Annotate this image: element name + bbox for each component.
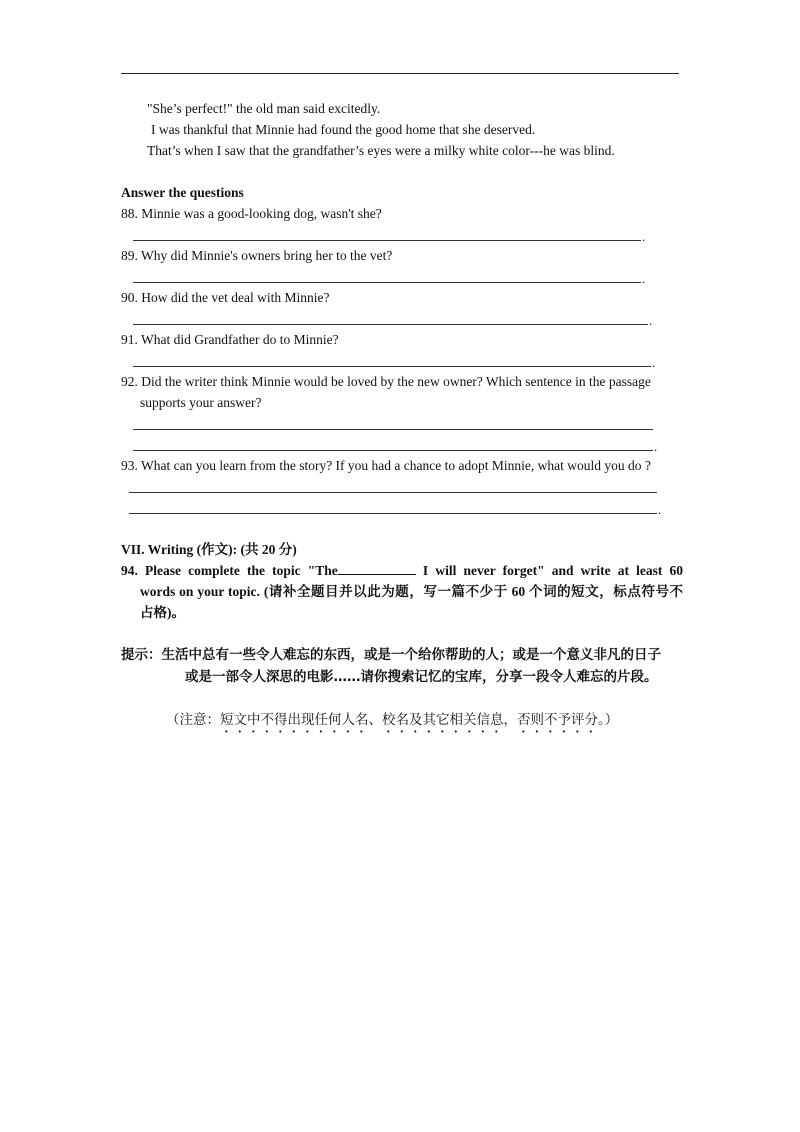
question-92-continued: supports your answer? xyxy=(140,395,262,410)
header-rule xyxy=(121,73,679,74)
answer-underline xyxy=(133,366,651,367)
note-open: （注意： xyxy=(166,712,220,728)
answer-underline xyxy=(133,450,653,451)
answer-line-93b[interactable] xyxy=(121,497,686,518)
period-mark: . xyxy=(652,355,656,370)
answer-underline xyxy=(133,324,648,325)
passage-excerpt xyxy=(121,98,681,161)
period-mark: . xyxy=(658,502,662,517)
question-88: 88. Minnie was a good-looking dog, wasn't she? xyxy=(121,206,382,221)
hint-line-2: 或是一部令人深思的电影……请你搜索记忆的宝库，分享一段令人难忘的片段。 xyxy=(185,669,658,685)
answer-line-89[interactable] xyxy=(121,266,686,287)
note-line xyxy=(166,708,618,736)
answer-line-90[interactable] xyxy=(121,308,686,329)
task-text-before-blank: 94. Please complete the topic "The xyxy=(121,563,338,578)
question-93: 93. What can you learn from the story? If you had a chance to adopt Minnie, what would you do ? xyxy=(121,458,651,473)
task-line-3: 占格)。 xyxy=(140,605,185,620)
questions-section xyxy=(121,182,686,518)
period-mark: . xyxy=(642,271,646,286)
task-line-2: words on your topic. (请补全题目并以此为题，写一篇不少于 60 个词的短文，标点符号不 xyxy=(140,584,683,599)
note-emphasized-text: 短文中不得出现任何人名、校名及其它相关信息，否则不予评分。 xyxy=(220,712,605,728)
answer-underline xyxy=(133,282,641,283)
task-text-after-blank: I will never forget" and write at least 60 xyxy=(422,563,683,578)
question-92-text: 92. Did the writer think Minnie would be loved by the new owner? Which sentence in the passage xyxy=(121,374,651,389)
writing-task xyxy=(121,560,683,623)
hint-line-1: 提示：生活中总有一些令人难忘的东西，或是一个给你帮助的人；或是一个意义非凡的日子 xyxy=(121,647,661,663)
topic-blank[interactable] xyxy=(338,562,416,575)
period-mark: . xyxy=(654,439,658,454)
passage-line: I was thankful that Minnie had found the good home that she deserved. xyxy=(151,122,536,137)
passage-line: That’s when I saw that the grandfather’s eyes were a milky white color---he was blind. xyxy=(147,143,615,158)
question-92 xyxy=(121,371,686,413)
answer-line-88[interactable] xyxy=(121,224,686,245)
writing-title: VII. Writing (作文): (共 20 分) xyxy=(121,542,297,557)
section-heading: Answer the questions xyxy=(121,185,244,200)
answer-line-92b[interactable] xyxy=(121,434,686,455)
question-91: 91. What did Grandfather do to Minnie? xyxy=(121,332,339,347)
answer-underline xyxy=(129,513,657,514)
task-line-1 xyxy=(121,560,683,581)
question-90: 90. How did the vet deal with Minnie? xyxy=(121,290,330,305)
question-89: 89. Why did Minnie's owners bring her to the vet? xyxy=(121,248,393,263)
answer-line-91[interactable] xyxy=(121,350,686,371)
writing-section xyxy=(121,539,683,623)
answer-underline xyxy=(133,429,653,430)
note-close: ） xyxy=(604,712,619,728)
answer-underline xyxy=(129,492,657,493)
passage-line: "She’s perfect!" the old man said excitedly. xyxy=(147,101,381,116)
answer-underline xyxy=(133,240,641,241)
answer-line-93a[interactable] xyxy=(121,476,686,497)
period-mark: . xyxy=(642,229,646,244)
period-mark: . xyxy=(649,313,653,328)
hint-block xyxy=(121,644,691,688)
answer-line-92a[interactable] xyxy=(121,413,686,434)
